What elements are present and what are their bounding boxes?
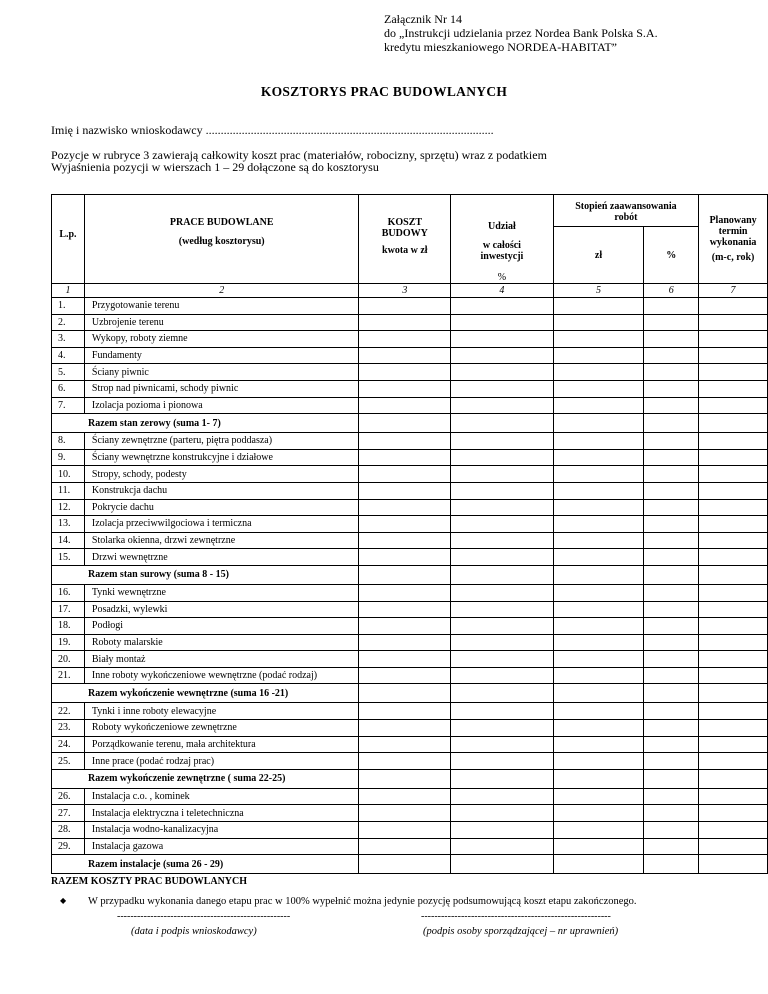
cost-cell[interactable] [359, 753, 451, 770]
header-progress-zl: zł [553, 227, 644, 284]
row-number: 4. [52, 347, 85, 364]
cost-cell[interactable] [359, 397, 451, 414]
share-cell[interactable] [451, 516, 554, 533]
cost-cell[interactable] [359, 618, 451, 635]
progress-pct-cell[interactable] [644, 720, 699, 737]
row-number: 19. [52, 634, 85, 651]
progress-pct-cell[interactable] [644, 433, 699, 450]
row-description: Posadzki, wylewki [84, 601, 359, 618]
cost-cell[interactable] [359, 667, 451, 684]
progress-zl-cell[interactable] [553, 433, 644, 450]
progress-pct-cell[interactable] [644, 736, 699, 753]
summary-planned-date-cell[interactable] [699, 684, 768, 703]
row-number: 8. [52, 433, 85, 450]
planned-date-cell[interactable] [699, 433, 768, 450]
progress-zl-cell[interactable] [553, 449, 644, 466]
row-number: 13. [52, 516, 85, 533]
planned-date-cell[interactable] [699, 601, 768, 618]
progress-zl-cell[interactable] [553, 298, 644, 315]
table-row [52, 584, 768, 601]
table-row [52, 601, 768, 618]
share-cell[interactable] [451, 298, 554, 315]
cost-cell[interactable] [359, 736, 451, 753]
summary-progress-pct-cell[interactable] [644, 855, 699, 874]
progress-zl-cell[interactable] [553, 736, 644, 753]
share-cell[interactable] [451, 838, 554, 855]
progress-pct-cell[interactable] [644, 314, 699, 331]
row-number: 10. [52, 466, 85, 483]
cost-cell[interactable] [359, 703, 451, 720]
row-description: Inne prace (podać rodzaj prac) [84, 753, 359, 770]
row-description: Stolarka okienna, drzwi zewnętrzne [84, 532, 359, 549]
summary-label: Razem stan surowy (suma 8 - 15) [52, 565, 359, 584]
progress-pct-cell[interactable] [644, 667, 699, 684]
summary-row [52, 414, 768, 433]
planned-date-cell[interactable] [699, 805, 768, 822]
summary-row [52, 769, 768, 788]
annex-header-text [384, 12, 658, 54]
header-planned: Planowany termin wykonania (m-c, rok) [699, 195, 768, 284]
planned-date-cell[interactable] [699, 618, 768, 635]
table-row [52, 753, 768, 770]
progress-zl-cell[interactable] [553, 584, 644, 601]
summary-label: Razem wykończenie zewnętrzne ( suma 22-25) [52, 769, 359, 788]
signature-line-applicant[interactable]: ---------------------------------------------------- [117, 911, 291, 922]
row-description: Tynki wewnętrzne [84, 584, 359, 601]
row-number: 22. [52, 703, 85, 720]
row-description: Strop nad piwnicami, schody piwnic [84, 380, 359, 397]
row-description: Fundamenty [84, 347, 359, 364]
summary-cost-cell[interactable] [359, 565, 451, 584]
summary-row [52, 684, 768, 703]
table-row [52, 466, 768, 483]
cost-cell[interactable] [359, 364, 451, 381]
table-row [52, 298, 768, 315]
signature-label-preparer: (podpis osoby sporządzającej – nr uprawnień) [423, 926, 619, 937]
header-cost: KOSZT BUDOWY kwota w zł [359, 195, 451, 284]
share-cell[interactable] [451, 822, 554, 839]
summary-progress-zl-cell[interactable] [553, 565, 644, 584]
planned-date-cell[interactable] [699, 364, 768, 381]
row-description: Tynki i inne roboty elewacyjne [84, 703, 359, 720]
row-number: 20. [52, 651, 85, 668]
share-cell[interactable] [451, 380, 554, 397]
planned-date-cell[interactable] [699, 516, 768, 533]
row-description: Uzbrojenie terenu [84, 314, 359, 331]
header-works: PRACE BUDOWLANE (według kosztorysu) [84, 195, 359, 284]
row-number: 5. [52, 364, 85, 381]
share-cell[interactable] [451, 331, 554, 348]
cost-cell[interactable] [359, 805, 451, 822]
row-number: 17. [52, 601, 85, 618]
progress-zl-cell[interactable] [553, 466, 644, 483]
row-number: 9. [52, 449, 85, 466]
row-number: 15. [52, 549, 85, 566]
share-cell[interactable] [451, 347, 554, 364]
summary-share-cell[interactable] [451, 414, 554, 433]
progress-pct-cell[interactable] [644, 634, 699, 651]
progress-pct-cell[interactable] [644, 788, 699, 805]
planned-date-cell[interactable] [699, 499, 768, 516]
row-number: 3. [52, 331, 85, 348]
share-cell[interactable] [451, 601, 554, 618]
progress-zl-cell[interactable] [553, 788, 644, 805]
summary-share-cell[interactable] [451, 565, 554, 584]
row-description: Izolacja przeciwwilgociowa i termiczna [84, 516, 359, 533]
progress-pct-cell[interactable] [644, 805, 699, 822]
total-label: RAZEM KOSZTY PRAC BUDOWLANYCH [51, 876, 248, 887]
summary-planned-date-cell[interactable] [699, 414, 768, 433]
row-description: Ściany zewnętrzne (parteru, piętra poddasza) [84, 433, 359, 450]
row-number: 21. [52, 667, 85, 684]
row-description: Roboty wykończeniowe zewnętrzne [84, 720, 359, 737]
progress-zl-cell[interactable] [553, 549, 644, 566]
col-number-5: 5 [553, 284, 644, 298]
summary-share-cell[interactable] [451, 684, 554, 703]
table-row [52, 314, 768, 331]
table-row [52, 838, 768, 855]
progress-pct-cell[interactable] [644, 499, 699, 516]
planned-date-cell[interactable] [699, 482, 768, 499]
header-progress: Stopień zaawansowania robót [553, 195, 698, 227]
cost-cell[interactable] [359, 720, 451, 737]
row-description: Przygotowanie terenu [84, 298, 359, 315]
progress-zl-cell[interactable] [553, 667, 644, 684]
row-description: Izolacja pozioma i pionowa [84, 397, 359, 414]
progress-pct-cell[interactable] [644, 618, 699, 635]
summary-label: Razem stan zerowy (suma 1- 7) [52, 414, 359, 433]
summary-progress-zl-cell[interactable] [553, 855, 644, 874]
planned-date-cell[interactable] [699, 314, 768, 331]
progress-zl-cell[interactable] [553, 805, 644, 822]
planned-date-cell[interactable] [699, 397, 768, 414]
table-row [52, 532, 768, 549]
cost-cell[interactable] [359, 788, 451, 805]
summary-cost-cell[interactable] [359, 855, 451, 874]
progress-zl-cell[interactable] [553, 397, 644, 414]
share-cell[interactable] [451, 788, 554, 805]
row-number: 18. [52, 618, 85, 635]
row-description: Podłogi [84, 618, 359, 635]
progress-zl-cell[interactable] [553, 347, 644, 364]
col-number-2: 2 [84, 284, 359, 298]
col-number-6: 6 [644, 284, 699, 298]
progress-pct-cell[interactable] [644, 651, 699, 668]
planned-date-cell[interactable] [699, 838, 768, 855]
progress-pct-cell[interactable] [644, 466, 699, 483]
summary-planned-date-cell[interactable] [699, 855, 768, 874]
share-cell[interactable] [451, 584, 554, 601]
planned-date-cell[interactable] [699, 549, 768, 566]
signature-line-preparer[interactable]: --------------------------------------------------------- [421, 911, 611, 922]
progress-zl-cell[interactable] [553, 651, 644, 668]
share-cell[interactable] [451, 720, 554, 737]
cost-estimate-table [51, 194, 768, 874]
row-number: 26. [52, 788, 85, 805]
table-row [52, 364, 768, 381]
progress-pct-cell[interactable] [644, 584, 699, 601]
progress-zl-cell[interactable] [553, 516, 644, 533]
summary-cost-cell[interactable] [359, 414, 451, 433]
cost-cell[interactable] [359, 314, 451, 331]
summary-row [52, 565, 768, 584]
cost-cell[interactable] [359, 549, 451, 566]
col-number-1: 1 [52, 284, 85, 298]
cost-cell[interactable] [359, 499, 451, 516]
table-row [52, 634, 768, 651]
row-description: Ściany wewnętrzne konstrukcyjne i działowe [84, 449, 359, 466]
info-line-2: Wyjaśnienia pozycji w wierszach 1 – 29 dołączone są do kosztorysu [51, 160, 379, 174]
row-number: 25. [52, 753, 85, 770]
share-cell[interactable] [451, 482, 554, 499]
progress-pct-cell[interactable] [644, 449, 699, 466]
row-number: 24. [52, 736, 85, 753]
table-row [52, 618, 768, 635]
signature-label-applicant: (data i podpis wnioskodawcy) [131, 926, 257, 937]
progress-zl-cell[interactable] [553, 380, 644, 397]
progress-zl-cell[interactable] [553, 703, 644, 720]
planned-date-cell[interactable] [699, 788, 768, 805]
progress-zl-cell[interactable] [553, 838, 644, 855]
planned-date-cell[interactable] [699, 331, 768, 348]
progress-pct-cell[interactable] [644, 532, 699, 549]
progress-zl-cell[interactable] [553, 331, 644, 348]
share-cell[interactable] [451, 703, 554, 720]
planned-date-cell[interactable] [699, 720, 768, 737]
table-row [52, 736, 768, 753]
share-cell[interactable] [451, 466, 554, 483]
cost-cell[interactable] [359, 482, 451, 499]
share-cell[interactable] [451, 364, 554, 381]
row-number: 16. [52, 584, 85, 601]
info-line-1: Pozycje w rubryce 3 zawierają całkowity koszt prac (materiałów, robocizny, sprzętu) wraz z podatkiem [51, 148, 547, 162]
cost-cell[interactable] [359, 601, 451, 618]
summary-progress-zl-cell[interactable] [553, 769, 644, 788]
progress-zl-cell[interactable] [553, 499, 644, 516]
table-row [52, 397, 768, 414]
progress-zl-cell[interactable] [553, 634, 644, 651]
table-row [52, 667, 768, 684]
progress-zl-cell[interactable] [553, 482, 644, 499]
completion-note: W przypadku wykonania danego etapu prac w 100% wypełnić można jedynie pozycję podsumowującą koszt etapu zakończonego. [88, 896, 637, 907]
summary-share-cell[interactable] [451, 769, 554, 788]
table-row [52, 380, 768, 397]
table-row [52, 331, 768, 348]
cost-cell[interactable] [359, 298, 451, 315]
row-number: 29. [52, 838, 85, 855]
progress-pct-cell[interactable] [644, 380, 699, 397]
progress-zl-cell[interactable] [553, 618, 644, 635]
share-cell[interactable] [451, 667, 554, 684]
progress-pct-cell[interactable] [644, 364, 699, 381]
progress-zl-cell[interactable] [553, 314, 644, 331]
planned-date-cell[interactable] [699, 449, 768, 466]
col-number-4: 4 [451, 284, 554, 298]
table-row [52, 433, 768, 450]
cost-cell[interactable] [359, 651, 451, 668]
progress-zl-cell[interactable] [553, 822, 644, 839]
bullet-icon: ◆ [60, 896, 67, 905]
row-number: 23. [52, 720, 85, 737]
row-description: Instalacja wodno-kanalizacyjna [84, 822, 359, 839]
planned-date-cell[interactable] [699, 347, 768, 364]
planned-date-cell[interactable] [699, 298, 768, 315]
progress-pct-cell[interactable] [644, 516, 699, 533]
progress-zl-cell[interactable] [553, 532, 644, 549]
share-cell[interactable] [451, 549, 554, 566]
row-description: Konstrukcja dachu [84, 482, 359, 499]
table-row [52, 516, 768, 533]
table-row [52, 822, 768, 839]
progress-pct-cell[interactable] [644, 703, 699, 720]
summary-share-cell[interactable] [451, 855, 554, 874]
row-number: 12. [52, 499, 85, 516]
progress-zl-cell[interactable] [553, 601, 644, 618]
summary-progress-zl-cell[interactable] [553, 684, 644, 703]
share-cell[interactable] [451, 449, 554, 466]
cost-cell[interactable] [359, 331, 451, 348]
summary-planned-date-cell[interactable] [699, 565, 768, 584]
progress-pct-cell[interactable] [644, 822, 699, 839]
progress-pct-cell[interactable] [644, 601, 699, 618]
share-cell[interactable] [451, 651, 554, 668]
annex-credit: kredytu mieszkaniowego NORDEA-HABITAT” [384, 40, 617, 54]
progress-pct-cell[interactable] [644, 838, 699, 855]
cost-cell[interactable] [359, 584, 451, 601]
planned-date-cell[interactable] [699, 380, 768, 397]
share-cell[interactable] [451, 753, 554, 770]
summary-cost-cell[interactable] [359, 769, 451, 788]
share-cell[interactable] [451, 499, 554, 516]
summary-progress-zl-cell[interactable] [553, 414, 644, 433]
planned-date-cell[interactable] [699, 667, 768, 684]
row-number: 27. [52, 805, 85, 822]
progress-pct-cell[interactable] [644, 753, 699, 770]
table-row [52, 347, 768, 364]
page-title: KOSZTORYS PRAC BUDOWLANYCH [260, 84, 508, 99]
cost-cell[interactable] [359, 433, 451, 450]
share-cell[interactable] [451, 634, 554, 651]
table-row [52, 449, 768, 466]
planned-date-cell[interactable] [699, 753, 768, 770]
share-cell[interactable] [451, 433, 554, 450]
cost-cell[interactable] [359, 838, 451, 855]
row-number: 28. [52, 822, 85, 839]
share-cell[interactable] [451, 532, 554, 549]
cost-cell[interactable] [359, 516, 451, 533]
cost-cell[interactable] [359, 466, 451, 483]
summary-progress-pct-cell[interactable] [644, 414, 699, 433]
row-number: 2. [52, 314, 85, 331]
row-number: 14. [52, 532, 85, 549]
summary-progress-pct-cell[interactable] [644, 684, 699, 703]
row-description: Stropy, schody, podesty [84, 466, 359, 483]
table-row [52, 720, 768, 737]
planned-date-cell[interactable] [699, 651, 768, 668]
row-description: Biały montaż [84, 651, 359, 668]
progress-pct-cell[interactable] [644, 298, 699, 315]
row-description: Porządkowanie terenu, mała architektura [84, 736, 359, 753]
row-number: 7. [52, 397, 85, 414]
row-description: Roboty malarskie [84, 634, 359, 651]
share-cell[interactable] [451, 314, 554, 331]
cost-cell[interactable] [359, 347, 451, 364]
row-description: Ściany piwnic [84, 364, 359, 381]
row-description: Instalacja c.o. , kominek [84, 788, 359, 805]
progress-pct-cell[interactable] [644, 347, 699, 364]
cost-cell[interactable] [359, 532, 451, 549]
cost-cell[interactable] [359, 822, 451, 839]
table-row [52, 482, 768, 499]
share-cell[interactable] [451, 618, 554, 635]
header-share: Udział w całości inwestycji % [451, 195, 554, 284]
row-description: Drzwi wewnętrzne [84, 549, 359, 566]
share-cell[interactable] [451, 397, 554, 414]
header-progress-pct: % [644, 227, 699, 284]
table-row [52, 805, 768, 822]
cost-cell[interactable] [359, 380, 451, 397]
summary-planned-date-cell[interactable] [699, 769, 768, 788]
row-description: Pokrycie dachu [84, 499, 359, 516]
table-row [52, 703, 768, 720]
progress-zl-cell[interactable] [553, 720, 644, 737]
progress-pct-cell[interactable] [644, 549, 699, 566]
row-description: Wykopy, roboty ziemne [84, 331, 359, 348]
planned-date-cell[interactable] [699, 634, 768, 651]
summary-cost-cell[interactable] [359, 684, 451, 703]
row-number: 1. [52, 298, 85, 315]
header-lp: L.p. [52, 195, 85, 284]
share-cell[interactable] [451, 736, 554, 753]
row-number: 6. [52, 380, 85, 397]
summary-label: Razem instalacje (suma 26 - 29) [52, 855, 359, 874]
progress-pct-cell[interactable] [644, 482, 699, 499]
summary-row [52, 855, 768, 874]
cost-cell[interactable] [359, 634, 451, 651]
row-description: Instalacja gazowa [84, 838, 359, 855]
planned-date-cell[interactable] [699, 532, 768, 549]
summary-progress-pct-cell[interactable] [644, 769, 699, 788]
cost-cell[interactable] [359, 449, 451, 466]
annex-instruction: do „Instrukcji udzielania przez Nordea Bank Polska S.A. [384, 26, 658, 40]
progress-pct-cell[interactable] [644, 397, 699, 414]
planned-date-cell[interactable] [699, 736, 768, 753]
summary-label: Razem wykończenie wewnętrzne (suma 16 -21) [52, 684, 359, 703]
share-cell[interactable] [451, 805, 554, 822]
planned-date-cell[interactable] [699, 703, 768, 720]
col-number-7: 7 [699, 284, 768, 298]
annex-number: Załącznik Nr 14 [384, 12, 462, 26]
row-number: 11. [52, 482, 85, 499]
table-row [52, 549, 768, 566]
planned-date-cell[interactable] [699, 822, 768, 839]
applicant-name-field[interactable]: Imię i nazwisko wnioskodawcy ................................................................................................ [51, 123, 494, 137]
progress-pct-cell[interactable] [644, 331, 699, 348]
row-description: Inne roboty wykończeniowe wewnętrzne (podać rodzaj) [84, 667, 359, 684]
table-row [52, 499, 768, 516]
table-row [52, 788, 768, 805]
planned-date-cell[interactable] [699, 584, 768, 601]
row-description: Instalacja elektryczna i teletechniczna [84, 805, 359, 822]
summary-progress-pct-cell[interactable] [644, 565, 699, 584]
table-row [52, 651, 768, 668]
progress-zl-cell[interactable] [553, 753, 644, 770]
progress-zl-cell[interactable] [553, 364, 644, 381]
planned-date-cell[interactable] [699, 466, 768, 483]
col-number-3: 3 [359, 284, 451, 298]
